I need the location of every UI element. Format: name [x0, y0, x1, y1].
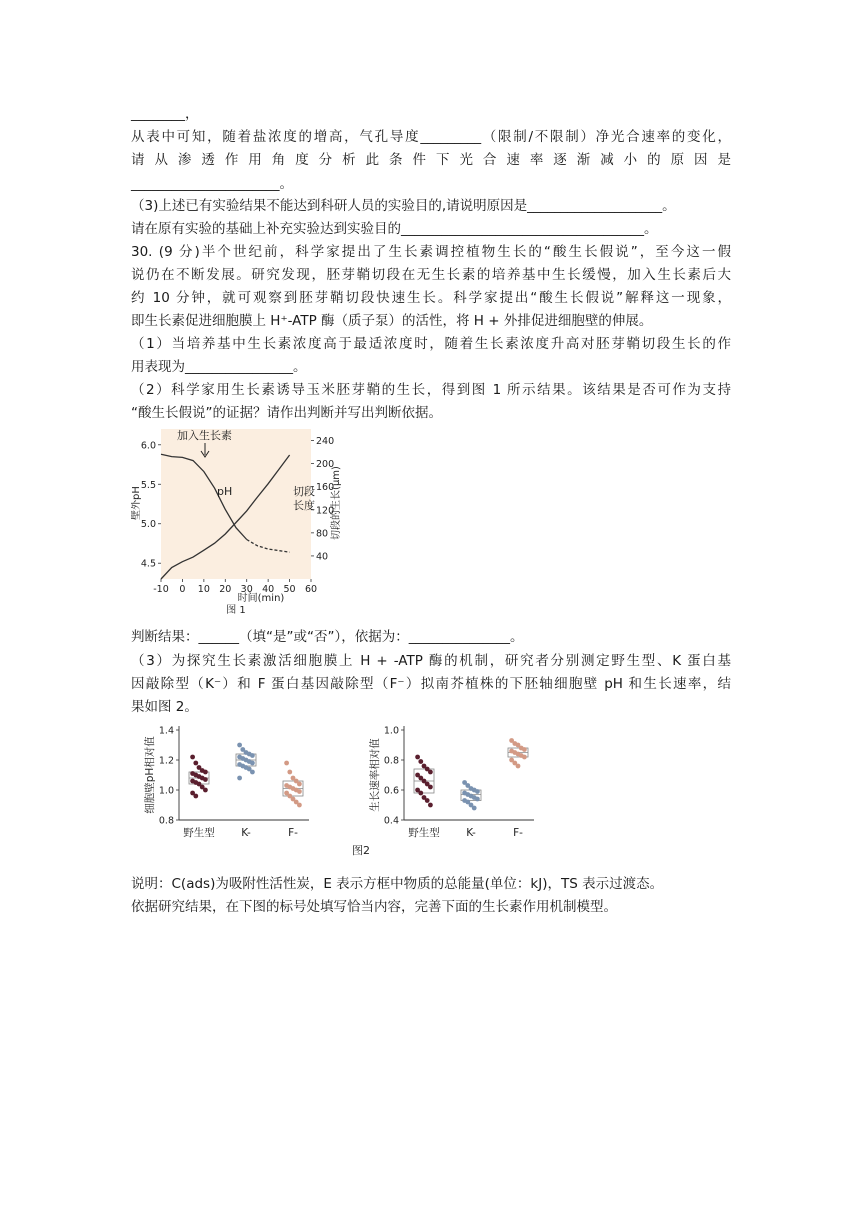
fig2-ytick-label: 0.6 [383, 785, 399, 797]
fig1-plot-area [161, 429, 311, 579]
fig1-ylabel-left: 壁外pH [131, 486, 142, 520]
fig2-category-label: 野生型 [183, 827, 215, 839]
question-30-heading: 30. (9 分)半个世纪前，科学家提出了生长素调控植物生长的“酸生长假说”，至今这一假 [131, 244, 731, 260]
fig2-ytick-label: 1.0 [158, 785, 174, 797]
fig2-ytick-label: 1.0 [383, 725, 399, 737]
fig2-point [475, 797, 480, 802]
fig1-xtick-label: 20 [219, 584, 232, 595]
fig1-ytick-right-label: 160 [316, 482, 335, 494]
fig2-category-label: K- [241, 827, 251, 839]
fig2-point [522, 755, 527, 760]
text-line: 约 10 分钟，就可观察到胚芽鞘切段快速生长。科学家提出“酸生长假说”解释这一现象， [131, 290, 731, 306]
fig1-ytick-right-label: 200 [316, 459, 335, 471]
fig2-point [522, 747, 527, 752]
figure-1-chart [131, 421, 346, 619]
text-line: （2）科学家用生长素诱导玉米胚芽鞘的生长，得到图 1 所示结果。该结果是否可作为支持 [131, 382, 731, 398]
fig1-xtick-label: 30 [240, 584, 253, 595]
fig2-point [284, 761, 289, 766]
fig2-ytick-label: 0.8 [158, 815, 174, 827]
fig2-category-label: K- [466, 827, 476, 839]
fig2-category-label: F- [513, 827, 523, 839]
fig1-xtick-label: 10 [197, 584, 210, 595]
text-line: 说仍在不断发展。研究发现，胚芽鞘切段在无生长素的培养基中生长缓慢，加入生长素后大 [131, 267, 731, 283]
fig2-point [415, 755, 420, 760]
fig1-xtick-label: 50 [283, 584, 296, 595]
fig1-ph-label: pH [217, 485, 233, 498]
fig2-point [418, 791, 423, 796]
figure-2-chart [131, 720, 571, 860]
fig2-point [297, 782, 302, 787]
fig1-xtick-label: 0 [179, 584, 186, 595]
fig2-point [250, 753, 255, 758]
fig2-category-label: 野生型 [408, 827, 440, 839]
text-line: 请 从 渗 透 作 用 角 度 分 析 此 条 件 下 光 合 速 率 逐 渐 减 小 的 原 因 是 [131, 152, 731, 168]
fig1-ytick-right-label: 80 [316, 528, 329, 540]
fig1-length-label-2: 长度 [293, 499, 315, 512]
fig2-point [237, 776, 242, 781]
fig2-ytick-label: 1.4 [158, 725, 174, 737]
text-line: 因敲除型（K⁻）和 F 蛋白基因敲除型（F⁻）拟南芥植株的下胚轴细胞壁 pH 和生长速率，结 [131, 676, 731, 692]
fig1-annotation: 加入生长素 [177, 429, 232, 442]
text-line: 果如图 2。 [131, 699, 198, 715]
fig2-point [418, 759, 423, 764]
fig2-point [472, 806, 477, 811]
fig2-point [203, 777, 208, 782]
fig2-point [428, 803, 433, 808]
fig1-ytick-left-label: 5.5 [140, 479, 156, 491]
fig2-point [250, 770, 255, 775]
text-line: （1）当培养基中生长素浓度高于最适浓度时，随着生长素浓度升高对胚芽鞘切段生长的作 [131, 336, 731, 352]
fig1-ytick-right-label: 120 [316, 505, 335, 517]
fig2-point [475, 789, 480, 794]
fig1-ytick-left-label: 4.5 [140, 558, 156, 570]
fig2-point [428, 785, 433, 790]
text-line: ______________________。 [131, 176, 293, 192]
fig1-xlabel: 时间(min) [237, 593, 285, 604]
fig2-ytick-label: 0.8 [383, 755, 399, 767]
fig1-caption: 图 1 [226, 605, 246, 616]
text-line: 说明：C(ads)为吸附性活性炭，E 表示方框中物质的总能量(单位：kJ)，TS 表示过渡态。 [131, 876, 664, 892]
fig2-point [190, 755, 195, 760]
fig2-point [287, 770, 292, 775]
fig2-point [516, 764, 521, 769]
fig2-ytick-label: 1.2 [158, 755, 174, 767]
fig2-point [297, 803, 302, 808]
fig1-ylabel-right: 切段的生长(μm) [331, 466, 342, 540]
text-line: 用表现为________________。 [131, 359, 307, 375]
fig1-xtick-label: 60 [304, 584, 318, 595]
fig1-ytick-left-label: 5.0 [140, 519, 156, 531]
text-line: 即生长素促进细胞膜上 H⁺-ATP 酶（质子泵）的活性，将 H + 外排促进细胞壁的伸展。 [131, 313, 653, 329]
fig2-point [193, 761, 198, 766]
fig2-ylabel: 细胞壁pH相对值 [144, 736, 156, 814]
fig2-point [428, 770, 433, 775]
text-line: （3）为探究生长素激活细胞膜上 H + -ATP 酶的机制，研究者分别测定野生型、K 蛋白基 [131, 653, 731, 669]
fig1-ytick-left-label: 6.0 [140, 440, 156, 452]
text-line: （3)上述已有实验结果不能达到科研人员的实验目的,请说明原因是____________________。 [131, 198, 676, 214]
fig2-point [193, 794, 198, 799]
fig2-point [237, 743, 242, 748]
fig1-xtick-label: 40 [262, 584, 275, 595]
text-line: 从表中可知，随着盐浓度的增高，气孔导度_________（限制/不限制）净光合速率的变化， [131, 129, 731, 145]
text-line: “酸生长假说”的证据？请作出判断并写出判断依据。 [131, 405, 442, 421]
text-line: 请在原有实验的基础上补充实验达到实验目的____________________________________。 [131, 221, 658, 237]
fig1-ytick-right-label: 40 [316, 551, 329, 563]
fig2-point [250, 761, 255, 766]
fig1-ytick-right-label: 240 [316, 436, 335, 448]
fig2-point [425, 798, 430, 803]
fig2-caption: 图2 [352, 844, 370, 857]
fig2-point [297, 789, 302, 794]
fig2-ylabel: 生长速率相对值 [369, 738, 381, 812]
text-line: ________， [131, 106, 199, 122]
fig1-length-label: 切段 [293, 485, 315, 498]
text-line: 依据研究结果，在下图的标号处填写恰当内容，完善下面的生长素作用机制模型。 [131, 899, 617, 915]
fig2-point [203, 770, 208, 775]
text-line: 判断结果：______（填“是”或“否”），依据为：_______________。 [131, 629, 524, 645]
fig2-point [203, 788, 208, 793]
fig2-ytick-label: 0.4 [383, 815, 399, 827]
fig2-category-label: F- [288, 827, 298, 839]
fig1-xtick-label: -10 [153, 584, 169, 595]
